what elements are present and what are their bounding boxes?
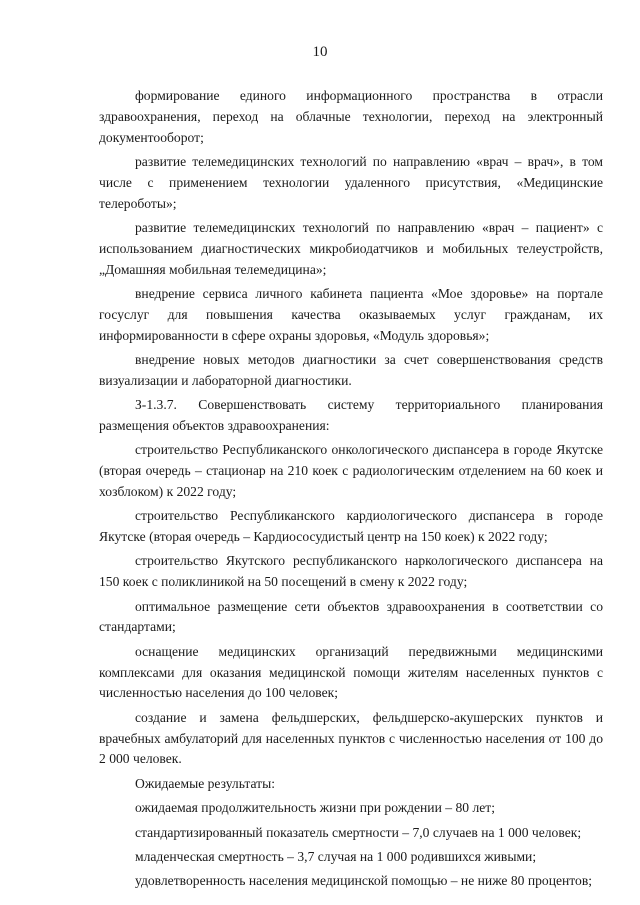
paragraph-mortality-rate: стандартизированный показатель смертности – 7,0 случаев на 1 000 человек; — [135, 824, 582, 840]
paragraph-life-expectancy: ожидаемая продолжительность жизни при рождении – 80 лет; — [135, 800, 495, 816]
page-body — [99, 86, 603, 896]
paragraph-expected-results: Ожидаемые результаты: — [135, 775, 276, 791]
paragraph-satisfaction: удовлетворенность населения медицинской помощью – не ниже 80 процентов; — [135, 873, 593, 889]
paragraph-telemed-doctor-patient: развитие телемедицинских технологий по направлению «врач – пациент» с использованием диагностических микробиодатчиков и мобильных телеустройств, „Домашняя мобильная телемедицина»; — [99, 219, 603, 277]
paragraph-feldsher-points: создание и замена фельдшерских, фельдшерско-акушерских пунктов и врачебных амбулаторий для населенных пунктов с численностью населения от 100 до 2 000 человек. — [99, 709, 603, 767]
paragraph-diagnostics: внедрение новых методов диагностики за счет совершенствования средств визуализации и лабораторной диагностики. — [99, 351, 603, 388]
paragraph-section-heading: З-1.3.7. Совершенствовать систему территориального планирования размещения объектов здравоохранения: — [99, 397, 603, 433]
paragraph-patient-cabinet: внедрение сервиса личного кабинета пациента «Мое здоровье» на портале госуслуг для повышения качества оказываемых услуг гражданам, их информированности в сфере охраны здоровья, «Модуль здоровья»; — [99, 285, 603, 343]
paragraph-oncology-dispensary: строительство Республиканского онкологического диспансера в городе Якутске (вторая очередь – стационар на 210 коек с радиологическим отделением на 60 коек и хозблоком) к 2022 году; — [99, 442, 603, 499]
paragraph-mobile-complexes: оснащение медицинских организаций передвижными медицинскими комплексами для оказания медицинской помощи жителям населенных пунктов с численностью населения до 100 человек; — [99, 643, 603, 701]
paragraph-telemed-doctor-doctor: развитие телемедицинских технологий по направлению «врач – врач», в том числе с применением технологии удаленного присутствия, «Медицинские телероботы»; — [99, 153, 603, 211]
page-number: 10 — [312, 44, 328, 60]
paragraph-narcology-dispensary: строительство Якутского республиканского наркологического диспансера на 150 коек с поликлиникой на 50 посещений в смену к 2022 году; — [99, 553, 603, 590]
paragraph-info-space: формирование единого информационного пространства в отрасли здравоохранения, переход на облачные технологии, переход на электронный документооборот; — [99, 88, 603, 145]
paragraph-optimal-placement: оптимальное размещение сети объектов здравоохранения в соответствии со стандартами; — [99, 598, 603, 635]
paragraph-cardiology-dispensary: строительство Республиканского кардиологического диспансера в городе Якутске (вторая очередь – Кардиососудистый центр на 150 коек) к 2022 году; — [99, 508, 603, 545]
paragraph-infant-mortality: младенческая смертность – 3,7 случая на 1 000 родившихся живыми; — [135, 849, 537, 864]
